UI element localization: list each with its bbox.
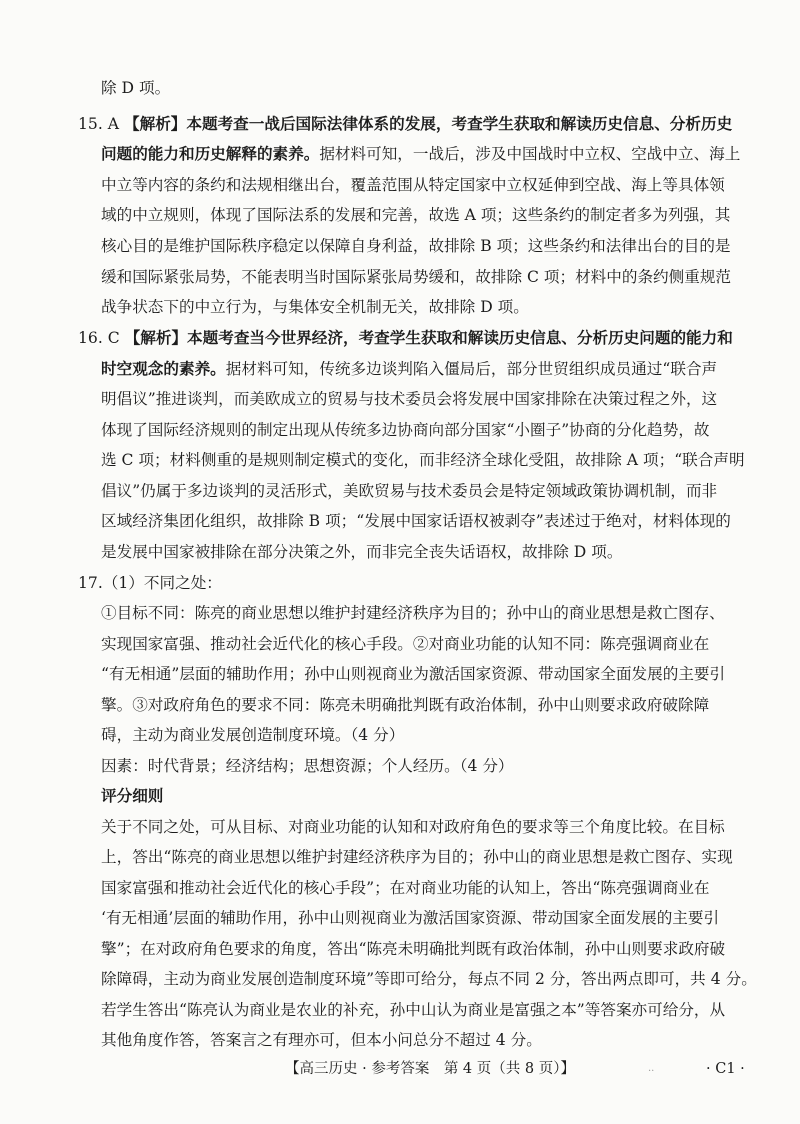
q16-answer: 16. C: [78, 329, 120, 347]
q17-diff-line-2: 实现国家富强、推动社会近代化的核心手段。②对商业功能的认知不同：陈亮强调商业在: [101, 635, 710, 653]
q17-diff-line-3: “有无相通”层面的辅助作用；孙中山则视商业为激活国家资源、带动国家全面发展的主要引: [101, 665, 726, 683]
q15-line-6: 缓和国际紧张局势，不能表明当时国际紧张局势缓和，故排除 C 项；材料中的条约侧重规范: [101, 268, 732, 286]
page-footer: [0, 1054, 800, 1084]
q16-line-2-text: 据材料可知，传统多边谈判陷入僵局后，部分世贸组织成员通过“联合声: [225, 360, 718, 378]
q15-answer: 15. A: [78, 115, 120, 133]
q17-rubric-line-4: ‘有无相通’层面的辅助作用，孙中山则视商业为激活国家资源、带动国家全面发展的主要引: [101, 909, 720, 927]
footer-page-info: 【高三历史 · 参考答案 第 4 页（共 8 页）】: [285, 1061, 575, 1077]
q15-line-2: [101, 139, 740, 169]
q16-line-2: [101, 354, 717, 384]
q15-analysis-heading-cont: 问题的能力和历史解释的素养。: [101, 144, 320, 163]
q17-rubric-line-7: 若学生答出“陈亮认为商业是农业的补充，孙中山认为商业是富强之本”等答案亦可给分，从: [101, 1001, 726, 1019]
q15-line-5: 核心目的是维护国际秩序稳定以保障自身利益，故排除 B 项；这些条约和法律出台的目的是: [101, 237, 731, 255]
q16-line-1: [78, 323, 733, 353]
q15-line-3: 中立等内容的条约和法规相继出台，覆盖范围从特定国家中立权延伸到空战、海上等具体领: [101, 176, 725, 194]
q17-rubric-line-1: 关于不同之处，可从目标、对商业功能的认知和对政府角色的要求等三个角度比较。在目标: [101, 818, 725, 836]
q15-line-1: [78, 109, 732, 139]
q16-line-4: 体现了国际经济规则的制定出现从传统多边协商向部分国家“小圈子”协商的分化趋势，故: [101, 421, 710, 439]
q17-diff-line-1: ①目标不同：陈亮的商业思想以维护封建经济秩序为目的；孙中山的商业思想是救亡图存、: [101, 604, 725, 622]
q17-rubric-line-8: 其他角度作答，答案言之有理亦可，但本小问总分不超过 4 分。: [101, 1031, 542, 1049]
q17-diff-line-5: 碍，主动为商业发展创造制度环境。（4 分）: [101, 726, 405, 744]
q15-line-2-text: 据材料可知，一战后，涉及中国战时中立权、空战中立、海上: [319, 145, 741, 163]
q17-rubric-line-5: 擎”；在对政府角色要求的角度，答出“陈亮未明确批判既有政治体制，孙中山则要求政府破: [101, 940, 726, 958]
q16-line-7: 区域经济集团化组织，故排除 B 项；“发展中国家话语权被剥夺”表述过于绝对，材料体现的: [101, 512, 731, 530]
q15-line-4: 域的中立规则，体现了国际法系的发展和完善，故选 A 项；这些条约的制定者多为列强，其: [101, 206, 731, 224]
q15-analysis-heading: 【解析】本题考查一战后国际法律体系的发展，考查学生获取和解读历史信息、分析历史: [124, 114, 733, 133]
q14-tail: 除 D 项。: [101, 79, 171, 97]
q17-factors: 因素：时代背景；经济结构；思想资源；个人经历。（4 分）: [101, 757, 514, 775]
footer-version-code: · C1 ·: [706, 1061, 745, 1077]
footer-dots: ..: [648, 1063, 655, 1074]
q15-line-7: 战争状态下的中立行为，与集体安全机制无关，故排除 D 项。: [101, 298, 529, 316]
q16-line-5: 选 C 项；材料侧重的是规则制定模式的变化，而非经济全球化受阻，故排除 A 项；“联合声明: [101, 451, 745, 469]
q17-rubric-line-6: 除障碍，主动为商业发展创造制度环境”等即可给分，每点不同 2 分，答出两点即可，共 4 分。: [101, 970, 757, 988]
q16-analysis-heading-cont: 时空观念的素养。: [101, 359, 226, 378]
q17-rubric-title: 评分细则: [101, 786, 164, 805]
q16-analysis-heading: 【解析】本题考查当今世界经济，考查学生获取和解读历史信息、分析历史问题的能力和: [124, 328, 733, 347]
q17-heading: 17.（1）不同之处：: [78, 574, 222, 592]
q16-line-6: 倡议”仍属于多边谈判的灵活形式，美欧贸易与技术委员会是特定领域政策协调机制，而非: [101, 482, 718, 500]
q17-rubric-line-2: 上，答出“陈亮的商业思想以维护封建经济秩序为目的；孙中山的商业思想是救亡图存、实现: [101, 848, 733, 866]
q16-line-8: 是发展中国家被排除在部分决策之外，而非完全丧失话语权，故排除 D 项。: [101, 543, 623, 561]
q17-diff-line-4: 擎。③对政府角色的要求不同：陈亮未明确批判既有政治体制，孙中山则要求政府破除障: [101, 696, 710, 714]
q17-rubric-line-3: 国家富强和推动社会近代化的核心手段”；在对商业功能的认知上，答出“陈亮强调商业在: [101, 879, 710, 897]
q16-line-3: 明倡议”推进谈判，而美欧成立的贸易与技术委员会将发展中国家排除在决策过程之外，这: [101, 390, 718, 408]
